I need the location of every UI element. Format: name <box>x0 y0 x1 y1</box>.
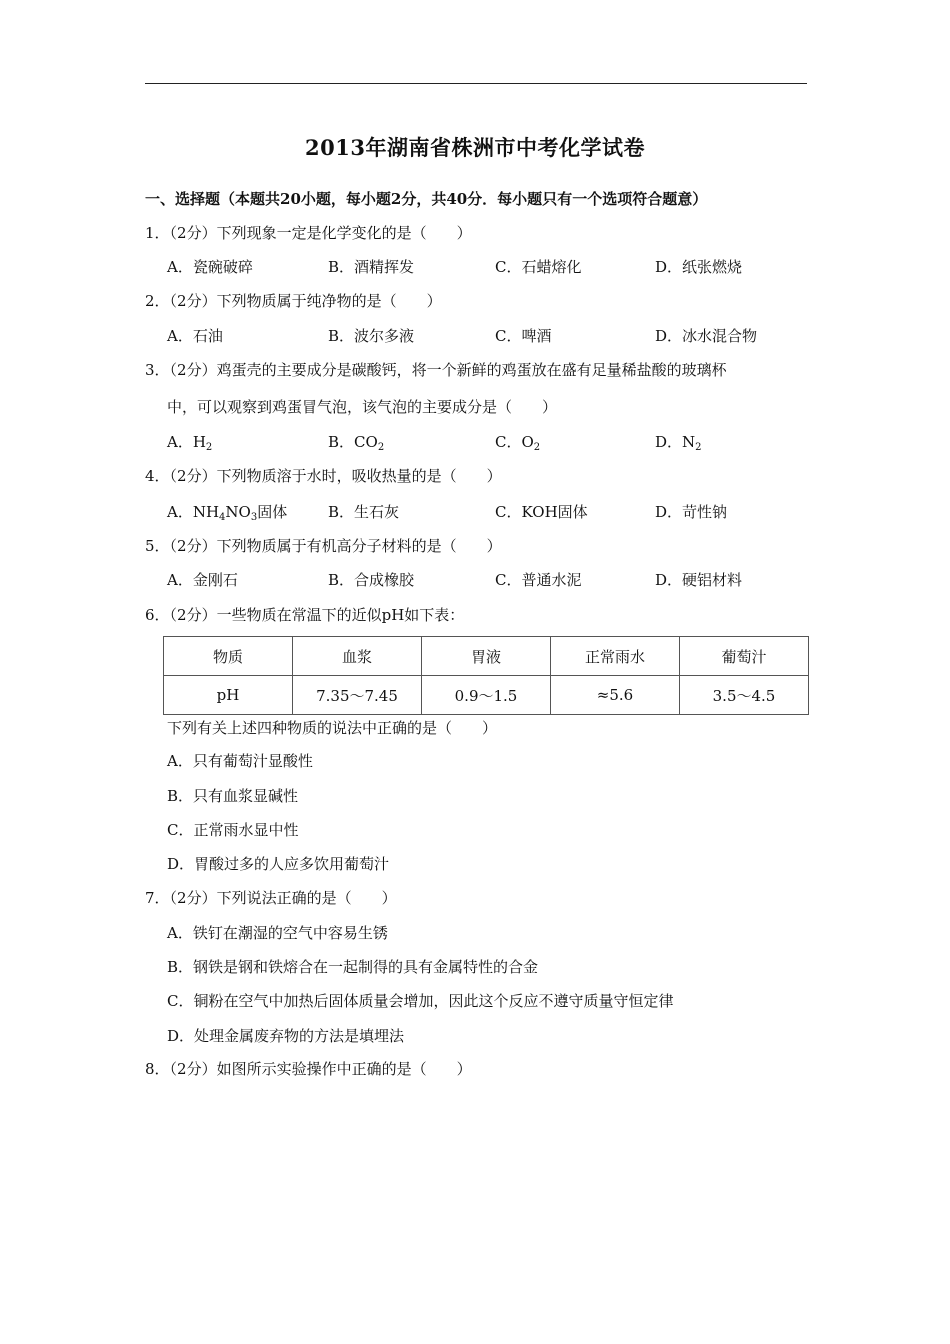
question-5-stem: 5．（2分）下列物质属于有机高分子材料的是（ ） <box>145 537 502 555</box>
question-2-option-c: C．啤酒 <box>495 327 552 345</box>
question-2-option-a: A．石油 <box>167 327 223 345</box>
question-5-option-c: C．普通水泥 <box>495 571 582 589</box>
question-7-option-b: B．钢铁是钢和铁熔合在一起制得的具有金属特性的合金 <box>167 958 539 976</box>
question-6-option-d: D．胃酸过多的人应多饮用葡萄汁 <box>167 855 390 873</box>
question-7-option-c: C．铜粉在空气中加热后固体质量会增加，因此这个反应不遵守质量守恒定律 <box>167 992 674 1010</box>
question-3-stem-continued: 中，可以观察到鸡蛋冒气泡，该气泡的主要成分是（ ） <box>167 398 558 416</box>
ph-table-header-cell: 葡萄汁 <box>680 637 809 676</box>
page-title: 2013年湖南省株洲市中考化学试卷 <box>305 135 645 160</box>
question-1-option-c: C．石蜡熔化 <box>495 258 582 276</box>
question-3-option-d: D．$N_2$ <box>655 433 702 453</box>
ph-table-header-cell: 正常雨水 <box>551 637 680 676</box>
question-3-option-b: B．$CO_2$ <box>328 433 385 453</box>
question-1-option-a: A．瓷碗破碎 <box>167 258 253 276</box>
question-5-option-b: B．合成橡胶 <box>328 571 415 589</box>
question-4-stem: 4．（2分）下列物质溶于水时，吸收热量的是（ ） <box>145 467 502 485</box>
ph-table-header-cell: 物质 <box>164 637 293 676</box>
ph-table-header-row <box>164 637 809 676</box>
question-1-stem: 1．（2分）下列现象一定是化学变化的是（ ） <box>145 224 472 242</box>
question-2-option-b: B．波尔多液 <box>328 327 415 345</box>
question-4-option-b: B．生石灰 <box>328 503 400 521</box>
question-5-option-d: D．硬铝材料 <box>655 571 743 589</box>
ph-table-header-cell: 血浆 <box>293 637 422 676</box>
question-5-option-a: A．金刚石 <box>167 571 238 589</box>
question-4-option-d: D．苛性钠 <box>655 503 728 521</box>
question-6-option-a: A．只有葡萄汁显酸性 <box>167 752 313 770</box>
ph-table <box>163 636 809 715</box>
ph-table-cell: pH <box>164 676 293 715</box>
ph-table-cell: 3.5～4.5 <box>680 676 809 715</box>
question-4-option-a: A．$NH_4NO_3$固体 <box>167 503 288 523</box>
question-3-option-c: C．$O_2$ <box>495 433 541 453</box>
question-2-option-d: D．冰水混合物 <box>655 327 758 345</box>
ph-table-data-row <box>164 676 809 715</box>
question-4-option-c: C．KOH固体 <box>495 503 588 521</box>
ph-table-cell: 0.9～1.5 <box>422 676 551 715</box>
question-3-option-a: A．$H_2$ <box>167 433 213 453</box>
header-rule <box>145 83 807 84</box>
question-6-option-b: B．只有血浆显碱性 <box>167 787 299 805</box>
question-6-stem: 6．（2分）一些物质在常温下的近似pH如下表： <box>145 606 465 624</box>
question-2-stem: 2．（2分）下列物质属于纯净物的是（ ） <box>145 292 442 310</box>
question-7-stem: 7．（2分）下列说法正确的是（ ） <box>145 889 397 907</box>
question-6-sub-stem: 下列有关上述四种物质的说法中正确的是（ ） <box>167 719 498 737</box>
question-6-option-c: C．正常雨水显中性 <box>167 821 299 839</box>
ph-table-header-cell: 胃液 <box>422 637 551 676</box>
question-8-stem: 8．（2分）如图所示实验操作中正确的是（ ） <box>145 1060 472 1078</box>
question-7-option-d: D．处理金属废弃物的方法是填埋法 <box>167 1027 405 1045</box>
question-3-stem: 3．（2分）鸡蛋壳的主要成分是碳酸钙，将一个新鲜的鸡蛋放在盛有足量稀盐酸的玻璃杯 <box>145 361 727 379</box>
section-heading: 一、选择题（本题共20小题，每小题2分，共40分．每小题只有一个选项符合题意） <box>145 190 708 208</box>
ph-table-cell: 7.35～7.45 <box>293 676 422 715</box>
question-1-option-b: B．酒精挥发 <box>328 258 415 276</box>
question-7-option-a: A．铁钉在潮湿的空气中容易生锈 <box>167 924 388 942</box>
ph-table-cell: ≈5.6 <box>551 676 680 715</box>
question-1-option-d: D．纸张燃烧 <box>655 258 743 276</box>
